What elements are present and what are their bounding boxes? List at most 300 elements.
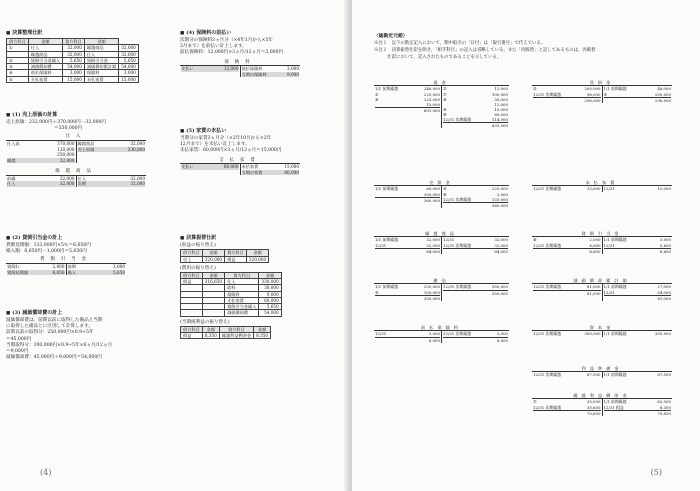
total-amount: 360,000 [423, 197, 440, 203]
entry-label: ④ [375, 96, 379, 102]
ledger-legal-reserve [532, 366, 672, 378]
entry-label: 仕入高 [7, 141, 20, 147]
insurance-section [180, 30, 340, 77]
total-amount: 81,000 [657, 295, 671, 301]
account-left-column [374, 331, 442, 342]
entry-amount: 100,000 [491, 91, 508, 97]
total-amount: 64,000 [426, 248, 440, 254]
table-cell: 320,000 [202, 256, 224, 262]
entry-label: 12/31 次期繰越 [533, 91, 562, 97]
account-columns [374, 86, 509, 128]
entry-amount: 5,650 [113, 269, 125, 275]
entry-label: 支払い [181, 164, 194, 170]
entry-amount: 32,000 [130, 175, 145, 181]
table-cell: 保険料 [225, 291, 259, 297]
text-line: 3月まで）を前払い計上します。 [180, 44, 247, 50]
table-cell: 54,000 [119, 64, 139, 70]
entry-amount: 12,000 [494, 101, 508, 107]
entry-label: 12/31 次期繰越 [443, 116, 472, 122]
table-cell: 未払家賃 [84, 76, 118, 82]
account-columns [532, 284, 672, 300]
total-amount: 691,000 [491, 123, 508, 128]
table-cell: 仕入 [28, 45, 62, 51]
account-name: 仕入 [6, 134, 146, 141]
entry-amount: 32,000 [130, 181, 145, 187]
account-entry [78, 147, 146, 152]
net-income-label: (当期純利益の振り替え) [180, 319, 230, 325]
ledger-allowance [532, 231, 672, 254]
entry-label: 未払家賃 [241, 164, 259, 170]
entry-label: 12/31 次期繰越 [533, 404, 562, 410]
rent-title: ■ (5) 家賃の未払い [180, 128, 340, 135]
account-entry [7, 158, 75, 163]
account-entry [68, 270, 126, 275]
entry-amount: 32,000 [494, 237, 508, 243]
entry-amount: 3,000 [287, 66, 299, 72]
account-columns [374, 186, 509, 207]
table-header-cell: 貸方科目 [225, 250, 247, 256]
text-line: 貸倒見積額：133,000円×5％＝6,650円 [6, 243, 91, 249]
account-total [533, 410, 601, 416]
allowance-section [6, 235, 166, 275]
entry-amount: 246,000 [423, 86, 440, 92]
table-cell: 8,350 [254, 333, 271, 339]
entry-label: 12/31 [375, 331, 387, 337]
table-cell: 5,650 [63, 57, 85, 63]
closing-entries-section [6, 30, 166, 83]
table-header-cell: 借方科目 [181, 272, 203, 278]
table-cell: 5,650 [119, 57, 139, 63]
account-total [443, 337, 508, 343]
closing-final-title: ■ 決算振替仕訳 [180, 235, 340, 242]
account-columns [180, 164, 300, 175]
account-entry [7, 270, 65, 275]
account-name: 備品 [374, 278, 509, 284]
table-cell: 15,000 [63, 76, 85, 82]
entry-label: 仕入 [77, 175, 86, 181]
table-header-cell: 金額 [84, 39, 118, 45]
account-columns [374, 237, 509, 253]
account-name: 現金 [374, 80, 509, 86]
account-entry [533, 372, 601, 377]
text-line: 12月まで）を未払い計上します。 [180, 142, 250, 148]
entry-label: 12/31 損益 [603, 404, 624, 410]
ledger-retained-earnings [532, 393, 672, 416]
right-page [352, 0, 700, 491]
account-columns [532, 186, 672, 191]
entry-amount: 114,000 [491, 116, 508, 122]
entry-label: 貸倒れ [7, 264, 20, 270]
text-line: 繰入額：6,650円－1,000円＝5,650円 [6, 249, 87, 255]
account-name: 繰越利益剰余金 [532, 393, 672, 399]
entry-label: 支払い [181, 66, 194, 72]
table-header-cell: 借方科目 [181, 326, 203, 332]
entry-amount: 225,000 [423, 91, 440, 97]
account-name: 繰越商品 [374, 231, 509, 237]
account-name: 未払家賃 [532, 180, 672, 186]
entry-label: 12/31 次期繰越 [443, 196, 472, 202]
table-cell: ④ [7, 70, 29, 76]
entry-amount: 35,000 [586, 399, 601, 405]
entry-amount: 350,000 [491, 284, 508, 290]
allowance-lines [6, 243, 166, 255]
entry-amount: 12,000 [494, 86, 508, 92]
entry-label: ⑥ [443, 186, 447, 192]
cost-of-sales-result: ＝330,000円 [54, 126, 83, 132]
entry-amount: 8,350 [659, 404, 671, 410]
table-cell [181, 310, 203, 316]
account-entry [533, 186, 601, 191]
entry-label: 当期の家賃 [241, 169, 263, 175]
account-entry [7, 181, 75, 186]
table-cell: 320,000 [246, 256, 268, 262]
account-name: 売掛金 [374, 180, 509, 186]
account-name: 貸倒引当金 [532, 231, 672, 237]
allowance-title: ■ (2) 貸倒引当金の計上 [6, 235, 166, 242]
t-account-allowance [6, 257, 126, 275]
entry-label: 12/31 [603, 242, 615, 248]
account-columns [6, 176, 146, 187]
entry-amount: 54,000 [657, 289, 671, 295]
table-row [181, 310, 282, 316]
table-header-cell: 金額 [259, 272, 281, 278]
table-cell: 繰越商品 [84, 45, 118, 51]
total-amount: 70,850 [657, 410, 671, 416]
table-header-cell: 金額 [202, 250, 224, 256]
text-line: 前払保険料：12,000円×3ヵ月/12ヵ月＝3,000円 [180, 50, 284, 56]
account-right-column [603, 399, 673, 415]
account-right-column [442, 331, 509, 342]
entry-label: 12/31 次期繰越 [443, 331, 472, 337]
account-entry [242, 72, 300, 77]
account-right-column [77, 176, 147, 187]
entry-amount: 96,000 [586, 91, 601, 97]
entry-amount: 60,000 [426, 186, 440, 192]
closing-entries-title: ■ 決算整理仕訳 [6, 30, 166, 37]
ledger-capital [532, 325, 672, 337]
account-total [604, 97, 672, 103]
table-cell: 15,000 [119, 76, 139, 82]
total-amount: 6,000 [496, 337, 508, 343]
table-header-cell: 金額 [246, 250, 268, 256]
entry-label: 仕入 [7, 181, 16, 187]
entry-amount: 35,650 [586, 404, 601, 410]
text-line: ＝45,000円 [6, 336, 32, 342]
account-entry [604, 186, 672, 191]
entry-label: ⑦ [533, 399, 537, 405]
account-left-column [532, 284, 603, 300]
entry-label: 12/31 次期繰越 [533, 242, 562, 248]
entry-amount: 87,500 [657, 372, 671, 378]
table-header-cell: 借方科目 [7, 39, 29, 45]
entry-amount: 200,000 [584, 86, 601, 92]
account-right-column [603, 86, 673, 102]
table-cell: 貸倒引当金繰入 [28, 57, 62, 63]
entry-label: 前期 [67, 264, 76, 270]
cost-of-sales-formula: 売上原価：232,000円＋370,000円－32,000円 [6, 120, 107, 126]
ledger-payable [532, 80, 672, 103]
entry-label: 12/31 次期繰越 [443, 284, 472, 290]
total-amount: 8,650 [589, 248, 601, 254]
entry-amount: 32,000 [426, 242, 440, 248]
table-cell: 32,000 [63, 45, 85, 51]
total-amount: 296,000 [584, 97, 601, 103]
text-line: 減価償却費：45,000円＋9,000円＝54,000円 [6, 355, 102, 361]
entry-amount: 120,000 [57, 146, 75, 152]
account-right-column [603, 331, 673, 336]
entry-label: 12/31 次期繰越 [533, 331, 562, 337]
account-left-column [374, 284, 442, 300]
entry-amount: 62,500 [657, 399, 671, 405]
account-right-column [603, 284, 673, 300]
account-total [604, 248, 672, 254]
ledger-accrued-rent [532, 180, 672, 192]
table-cell: 3,000 [119, 70, 139, 76]
ledger-accumulated-depreciation [532, 278, 672, 301]
cost-of-sales-title: ■ (1) 売上原価の計算 [6, 112, 166, 119]
total-amount: 8,650 [659, 248, 671, 254]
entry-label: ② [443, 86, 447, 92]
account-entry [242, 170, 300, 175]
ledger-receivable [374, 180, 509, 208]
account-entry [533, 331, 601, 336]
table-cell: 32,000 [119, 51, 139, 57]
entry-amount: 100,000 [423, 289, 440, 295]
entry-amount: 9,000 [287, 71, 299, 77]
entry-amount: 60,000 [223, 164, 239, 170]
account-total [375, 197, 440, 203]
ledger-cash [374, 80, 509, 128]
entry-label: ⑩ [443, 111, 447, 117]
table-cell: 9,000 [259, 291, 281, 297]
entry-label: ⑤ [375, 289, 379, 295]
t-account-kurikoshi [6, 169, 146, 187]
table-cell: 繰越商品 [28, 51, 62, 57]
account-name: 貸倒引当金 [6, 257, 126, 264]
text-line: 前期以前の取得分：250,000円×0.9÷5年 [6, 330, 94, 336]
text-line: 当期取得分：100,000円×0.9÷5年×6ヵ月/12ヵ月 [6, 342, 113, 348]
ledger-title: 〈総勘定元帳〉 [374, 33, 408, 39]
text-line: 次期分の保険料3ヵ月分（×4年1月から×5年 [180, 38, 273, 44]
table-cell: 前払保険料 [28, 70, 62, 76]
entry-label: 1/1 前期繰越 [375, 237, 399, 243]
ledger-inventory [374, 231, 509, 254]
ledger-equipment [374, 278, 509, 301]
table-cell: 54,000 [259, 310, 281, 316]
table-cell: 54,000 [63, 64, 85, 70]
entry-amount: 3,000 [113, 264, 125, 270]
rent-section [180, 128, 340, 175]
left-page [0, 0, 348, 491]
depreciation-title: ■ (3) 減価償却費の計上 [6, 310, 171, 317]
entry-label: 繰入 [67, 269, 76, 275]
table-cell: 売上 [181, 256, 203, 262]
entry-label: 繰越商品 [77, 141, 95, 147]
table-cell: 減価償却費 [28, 64, 62, 70]
entry-amount: 6,650 [52, 269, 65, 275]
entry-label: ⑨ [443, 106, 447, 112]
entry-amount: 15,000 [284, 164, 299, 170]
account-left-column [374, 186, 442, 207]
table-cell: 繰越利益剰余金 [219, 333, 253, 339]
table-cell: 5,650 [259, 304, 281, 310]
account-left-column [180, 66, 241, 77]
entry-amount: 10,000 [494, 106, 508, 112]
table-cell: ③ [7, 64, 29, 70]
note-1: ※注１ 以下の勘定記入において，期中取引の「日付」は「取引番号」で代えている。 [374, 41, 546, 46]
account-left-column [6, 264, 67, 275]
table-row [181, 333, 271, 339]
table-cell: 30,000 [259, 285, 281, 291]
table-cell: ② [7, 57, 29, 63]
account-columns [532, 237, 672, 253]
table-row [181, 256, 269, 262]
entry-amount: 60,000 [284, 169, 299, 175]
text-line: ＝9,000円 [6, 349, 29, 354]
account-entry [181, 66, 239, 71]
entry-label: 繰越 [7, 157, 16, 163]
net-income-table [180, 326, 271, 340]
account-columns [6, 264, 126, 275]
entry-amount: 3,000 [428, 331, 440, 337]
entry-label: 12/31 次期繰越 [533, 186, 562, 192]
entry-amount: 225,000 [423, 96, 440, 102]
entry-amount: 2,000 [52, 264, 65, 270]
account-columns [532, 372, 672, 377]
entry-amount: 15,000 [586, 186, 601, 192]
ledger-prepaid-insurance [374, 325, 509, 343]
entry-amount: 2,000 [496, 191, 508, 197]
table-cell: 8,350 [202, 333, 219, 339]
entry-amount: 46,000 [657, 86, 671, 92]
entry-amount: 5,650 [659, 242, 671, 248]
entry-amount: 330,000 [127, 146, 145, 152]
entry-amount: 250,000 [654, 91, 671, 97]
depreciation-section [6, 310, 171, 361]
entry-label: 1/1 前期繰越 [375, 284, 399, 290]
entry-amount: 32,000 [130, 141, 145, 147]
account-columns [532, 86, 672, 102]
entry-label: ⑧ [533, 237, 537, 243]
account-name: 繰越商品 [6, 169, 146, 176]
account-columns [532, 399, 672, 415]
table-cell: 330,000 [259, 279, 281, 285]
entry-label: ⑧ [443, 96, 447, 102]
table-header-cell: 金額 [28, 39, 62, 45]
text-line: 当期分の家賃3ヵ月分（×2年10月から×2年 [180, 136, 272, 142]
entry-amount: 2,000 [589, 237, 601, 243]
total-amount: 360,000 [491, 202, 508, 208]
entry-amount: 250,000 [423, 284, 440, 290]
table-header-cell: 金額 [202, 326, 219, 332]
entry-label: 12/31 [375, 242, 387, 248]
entry-label: ① [375, 91, 379, 97]
account-total [443, 202, 508, 208]
account-columns [532, 331, 672, 336]
table-cell: 仕入 [225, 279, 259, 285]
entry-amount: 32,000 [59, 181, 75, 187]
table-cell: 損益 [225, 256, 247, 262]
account-right-column [603, 372, 673, 377]
closing-final-section [180, 235, 340, 339]
entry-amount: 32,000 [59, 175, 75, 181]
note-2: ※注２ 決算振替仕訳を除き，「相手科目」の記入は省略している。また「丙販替」と記してあるものは，丙販替 [374, 48, 596, 53]
entry-amount: 32,000 [59, 157, 75, 163]
account-left-column [532, 399, 603, 415]
account-columns [6, 141, 146, 163]
total-amount: 691,000 [423, 107, 440, 113]
table-header-cell: 貸方科目 [219, 326, 253, 332]
text-line: に取得した備品とに区別して計算します。 [6, 324, 93, 330]
table-row [7, 76, 139, 82]
entry-label: 1/1 前期繰越 [375, 186, 399, 192]
entry-amount: 350,000 [584, 331, 601, 337]
note-3: 仕訳において，記入されたものであることを示している。 [374, 55, 502, 60]
cost-of-sales-section [6, 112, 166, 187]
account-left-column [6, 176, 77, 187]
entry-label: 1/1 前期繰越 [603, 284, 627, 290]
account-left-column [532, 372, 603, 377]
entry-amount: 6,650 [589, 242, 601, 248]
expense-label: (費用の振り替え) [180, 265, 216, 271]
entry-label: ⑤ [533, 86, 537, 92]
account-total [443, 248, 508, 254]
account-name: 保険料 [180, 60, 300, 67]
table-cell: 損益 [181, 333, 203, 339]
entry-amount: 32,000 [494, 242, 508, 248]
account-right-column [442, 186, 509, 207]
entry-amount: 250,000 [57, 152, 75, 158]
account-entry [181, 164, 239, 169]
page-number-left: (4) [40, 468, 52, 477]
account-left-column [532, 86, 603, 102]
entry-label: 12/31 [603, 186, 615, 192]
account-total [375, 248, 440, 254]
table-header-cell: 借方科目 [181, 250, 203, 256]
t-account-shiire [6, 134, 146, 163]
entry-amount: 15,000 [657, 186, 671, 192]
text-line: 未払家賃：60,000円×3ヵ月/12ヵ月＝15,000円 [180, 148, 282, 154]
table-cell: 60,000 [259, 297, 281, 303]
table-cell: ⑤ [7, 76, 29, 82]
account-total [533, 248, 601, 254]
entry-amount: 15,000 [426, 101, 440, 107]
table-cell: 減価償却累計額 [84, 64, 118, 70]
table-cell [202, 310, 224, 316]
table-cell: 32,000 [63, 51, 85, 57]
entry-amount: 370,000 [57, 141, 75, 147]
account-total [533, 290, 601, 296]
revenue-table [180, 249, 269, 263]
entry-amount: 12,000 [223, 66, 239, 72]
total-amount: 70,850 [586, 410, 601, 416]
rent-lines [180, 136, 340, 155]
entry-amount: 27,000 [657, 284, 671, 290]
account-entry [604, 372, 672, 377]
table-cell: 316,650 [202, 279, 224, 285]
account-right-column [603, 237, 673, 253]
t-account-rent [180, 158, 300, 176]
entry-label: ⑧ [443, 191, 447, 197]
table-cell: 支払家賃 [225, 297, 259, 303]
total-amount: 350,000 [491, 290, 508, 296]
account-right-column [241, 66, 301, 77]
t-account-insurance [180, 60, 300, 78]
account-right-column [77, 141, 147, 163]
account-total [375, 107, 440, 113]
entry-amount: 350,000 [654, 331, 671, 337]
table-cell: 保険料 [84, 70, 118, 76]
